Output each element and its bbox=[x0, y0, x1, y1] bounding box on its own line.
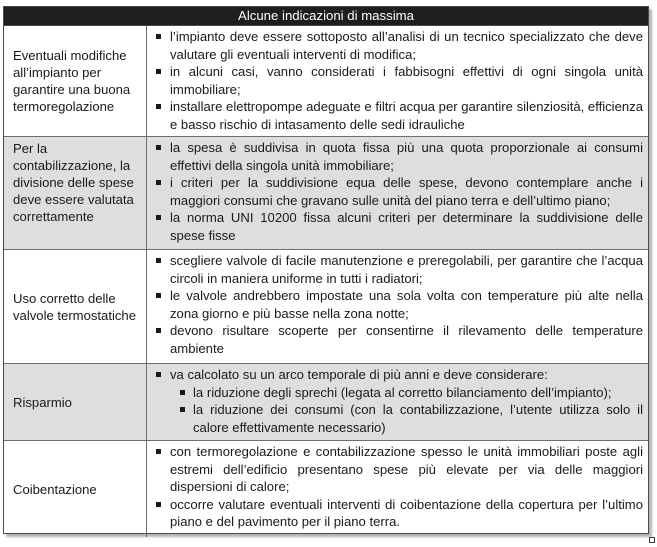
bullet-icon bbox=[156, 34, 161, 39]
table-row-contabilizzazione bbox=[4, 137, 648, 250]
sub-list-item bbox=[178, 401, 643, 436]
bullet-icon bbox=[156, 293, 161, 298]
bullet-icon bbox=[180, 390, 185, 395]
list-item bbox=[154, 252, 643, 287]
bullet-icon bbox=[180, 407, 185, 412]
info-table bbox=[3, 6, 649, 534]
table-body bbox=[4, 26, 648, 537]
list-item-text: i criteri per la suddivisione equa delle spese, devono contemplare anche i maggiori consumi che gravano sulle unità del piano terra e dell’ultimo piano; bbox=[170, 175, 643, 208]
bullet-icon bbox=[156, 449, 161, 454]
list-item bbox=[154, 322, 643, 357]
list-item-text: la spesa è suddivisa in quota fissa più una quota proporzionale ai consumi effettivi della singola unità immobiliare; bbox=[170, 140, 643, 173]
row-content bbox=[147, 26, 648, 136]
table-row-valvole bbox=[4, 250, 648, 364]
bullet-icon bbox=[156, 215, 161, 220]
list-item-text: la norma UNI 10200 fissa alcuni criteri per determinare la suddivisione delle spese fisse bbox=[170, 210, 643, 243]
sub-list-item-text: la riduzione degli sprechi (legata al corretto bilanciamento dell’impianto); bbox=[193, 384, 612, 400]
row-content bbox=[147, 364, 648, 440]
list-item-text: le valvole andrebbero impostate una sola volta con temperature più alte nella zona giorno e più basse nella zona notte; bbox=[170, 288, 643, 321]
sub-list-item bbox=[178, 384, 643, 402]
bullet-icon bbox=[156, 328, 161, 333]
list-item-text: l’impianto deve essere sottoposto all’analisi di un tecnico specializzato che deve valutare gli eventuali interventi di modifica; bbox=[170, 29, 643, 62]
row-label: Coibentazione bbox=[4, 441, 147, 537]
list-item bbox=[154, 496, 643, 531]
bullet-icon bbox=[156, 104, 161, 109]
list-item-text: va calcolato su un arco temporale di più anni e deve considerare: bbox=[170, 367, 548, 382]
table-row-termoregolazione bbox=[4, 26, 648, 137]
list-item-text: con termoregolazione e contabilizzazione spesso le unità immobiliari poste agli estremi dell’edificio presentano spese più elevate per via delle maggiori dispersioni di calore; bbox=[170, 444, 643, 495]
list-item bbox=[154, 98, 643, 133]
list-item-text: installare elettropompe adeguate e filtri acqua per garantire silenziosità, efficienza e basso rischio di intasamento delle sedi idrauliche bbox=[170, 99, 643, 132]
list-item bbox=[154, 174, 643, 209]
bullet-icon bbox=[156, 372, 161, 377]
row-label: Uso corretto delle valvole termostatiche bbox=[4, 250, 147, 363]
row-label: Risparmio bbox=[4, 364, 147, 440]
list-item-text: in alcuni casi, vanno considerati i fabbisogni effettivi di ogni singola unità immobiliare; bbox=[170, 64, 643, 97]
row-content bbox=[147, 137, 648, 249]
bullet-icon bbox=[156, 145, 161, 150]
row-content bbox=[147, 441, 648, 537]
row-content bbox=[147, 250, 648, 363]
list-item bbox=[154, 209, 643, 244]
list-item bbox=[154, 366, 643, 384]
list-item bbox=[154, 63, 643, 98]
resize-handle[interactable] bbox=[649, 537, 655, 543]
bullet-icon bbox=[156, 69, 161, 74]
bullet-icon bbox=[156, 502, 161, 507]
table-title: Alcune indicazioni di massima bbox=[4, 7, 648, 26]
list-item-text: scegliere valvole di facile manutenzione e preregolabili, per garantire che l’acqua circoli in maniera uniforme in tutti i radiatori; bbox=[170, 253, 643, 286]
list-item bbox=[154, 139, 643, 174]
list-item bbox=[154, 287, 643, 322]
table-row-coibentazione bbox=[4, 441, 648, 537]
list-item-text: devono risultare scoperte per consentirne il rilevamento delle temperature ambiente bbox=[170, 323, 643, 356]
sub-list-item-text: la riduzione dei consumi (con la contabilizzazione, l’utente utilizza solo il calore effettivamente necessario) bbox=[193, 402, 643, 435]
row-label: Eventuali modifiche all’impianto per garantire una buona termoregolazione bbox=[4, 26, 147, 136]
bullet-icon bbox=[156, 180, 161, 185]
list-item-text: occorre valutare eventuali interventi di coibentazione della copertura per l’ultimo piano e del pavimento per il piano terra. bbox=[170, 496, 643, 530]
list-item bbox=[154, 443, 643, 496]
bullet-icon bbox=[156, 258, 161, 263]
table-row-risparmio bbox=[4, 364, 648, 441]
list-item bbox=[154, 28, 643, 63]
row-label: Per la contabilizzazione, la divisione delle spese deve essere valutata correttamente bbox=[4, 137, 147, 249]
